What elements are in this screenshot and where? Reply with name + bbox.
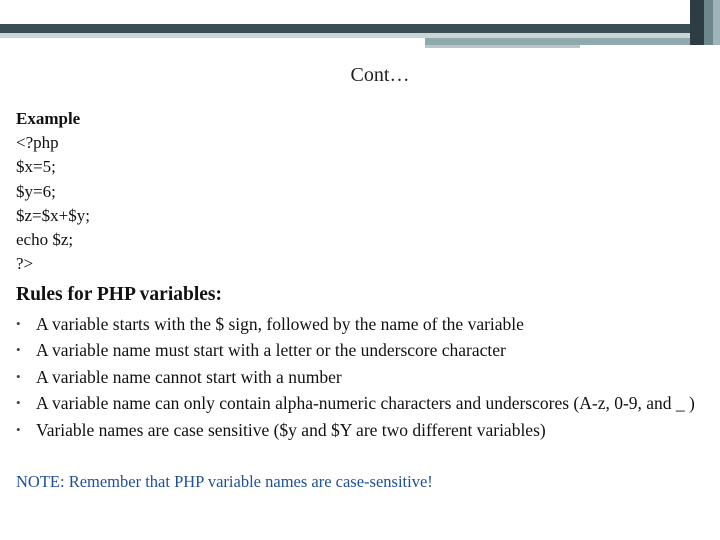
- header-dark-stripe: [0, 24, 690, 33]
- rule-text: A variable name can only contain alpha-numeric characters and underscores (A-z, 0-9, and _ ): [36, 393, 695, 414]
- list-item: [16, 311, 706, 337]
- code-example: [16, 107, 90, 276]
- code-line: $y=6;: [16, 181, 56, 201]
- rule-text: A variable name cannot start with a number: [36, 366, 342, 387]
- rule-text: A variable name must start with a letter or the underscore character: [36, 340, 506, 361]
- bullet-icon: •: [16, 421, 21, 437]
- bullet-icon: •: [16, 316, 21, 331]
- list-item: [16, 364, 706, 390]
- code-line: $z=$x+$y;: [16, 205, 90, 225]
- example-label: Example: [16, 109, 81, 128]
- list-item: [16, 417, 706, 443]
- bullet-icon: •: [16, 368, 21, 384]
- header-thin-stripe: [425, 45, 580, 48]
- rule-text: Variable names are case sensitive ($y and $Y are two different variables): [36, 419, 546, 440]
- list-item: [16, 337, 706, 363]
- code-line: echo $z;: [16, 230, 74, 250]
- header-top-strip: [0, 0, 720, 24]
- bullet-icon: •: [16, 342, 21, 358]
- corner-block-light: [713, 0, 720, 45]
- rules-heading: Rules for PHP variables:: [16, 284, 222, 305]
- note-text: NOTE: Remember that PHP variable names are case-sensitive!: [16, 472, 433, 491]
- code-line: $x=5;: [16, 157, 56, 177]
- corner-block-mid: [704, 0, 713, 45]
- header-teal-stripe: [425, 38, 690, 45]
- rules-list: [16, 311, 706, 443]
- code-line: <?php: [16, 133, 59, 153]
- bullet-icon: •: [16, 395, 21, 411]
- list-item: [16, 390, 706, 416]
- rule-text: A variable starts with the $ sign, followed by the name of the variable: [36, 314, 524, 334]
- slide-title: Cont…: [350, 64, 410, 86]
- code-line: ?>: [16, 254, 34, 274]
- corner-block-dark: [690, 0, 704, 45]
